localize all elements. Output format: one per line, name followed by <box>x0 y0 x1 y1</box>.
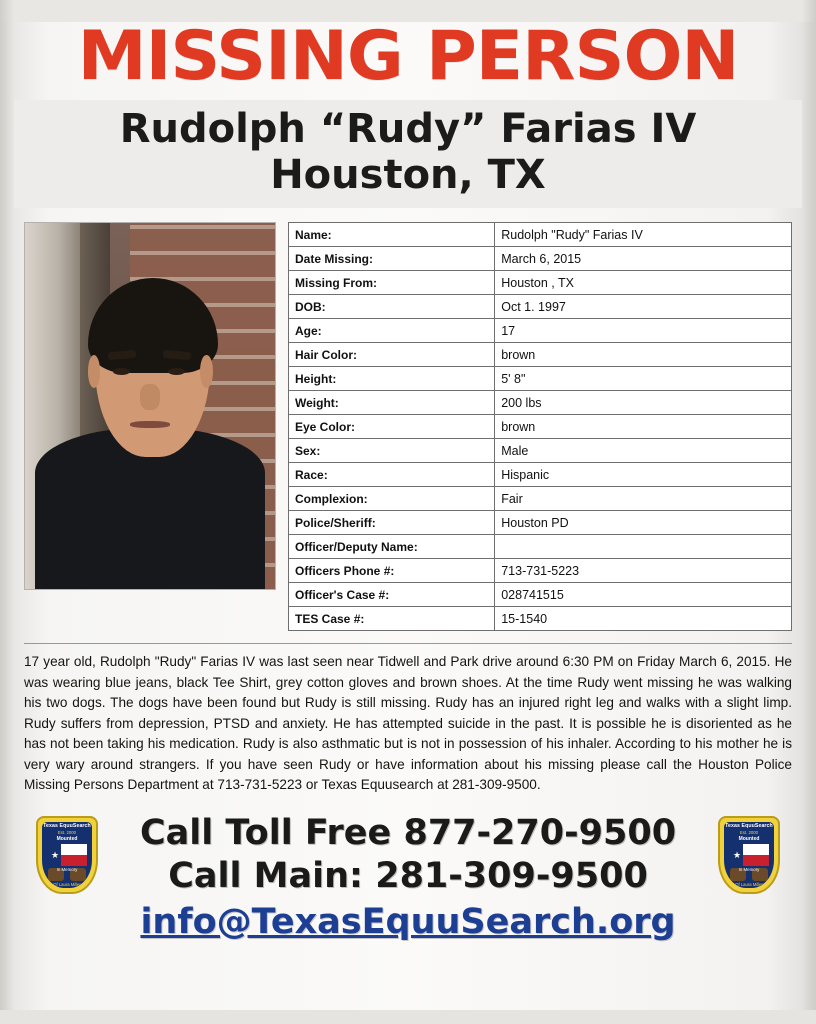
subject-name: Rudolph “Rudy” Farias IV <box>119 106 697 152</box>
detail-value: Hispanic <box>495 463 792 487</box>
photo-container <box>24 222 274 631</box>
detail-value: 028741515 <box>495 583 792 607</box>
logo-org-name: Texas EquuSearch <box>43 822 91 829</box>
photo-ear-right <box>200 355 213 388</box>
detail-value: Oct 1. 1997 <box>495 295 792 319</box>
table-row <box>289 511 792 535</box>
poster-headline: MISSING PERSON <box>77 17 739 96</box>
detail-label: Date Missing: <box>289 247 495 271</box>
table-row <box>289 415 792 439</box>
detail-value: 17 <box>495 319 792 343</box>
photo-eye-left <box>113 368 131 375</box>
details-table-container <box>288 222 792 631</box>
subject-location: Houston, TX <box>270 152 546 198</box>
table-row <box>289 559 792 583</box>
texas-flag-icon <box>729 844 769 866</box>
details-table-body <box>289 223 792 631</box>
contact-email-link[interactable]: info@TexasEquuSearch.org <box>140 901 676 942</box>
detail-value: 5' 8" <box>495 367 792 391</box>
logo-dedication-text: Of Laura Miller <box>53 881 81 887</box>
detail-label: Missing From: <box>289 271 495 295</box>
star-icon: ★ <box>733 849 742 860</box>
table-row <box>289 247 792 271</box>
detail-label: Officers Phone #: <box>289 559 495 583</box>
table-row <box>289 607 792 631</box>
detail-value: Houston , TX <box>495 271 792 295</box>
detail-label: Race: <box>289 463 495 487</box>
detail-value: Fair <box>495 487 792 511</box>
headline-banner <box>14 0 802 94</box>
photo-eye-right <box>168 368 186 375</box>
detail-label: DOB: <box>289 295 495 319</box>
logo-est-text: Est. 2000 <box>57 829 77 835</box>
detail-label: Height: <box>289 367 495 391</box>
detail-label: Sex: <box>289 439 495 463</box>
texas-equusearch-logo-right <box>718 816 780 894</box>
detail-label: Name: <box>289 223 495 247</box>
detail-label: Age: <box>289 319 495 343</box>
shield-icon <box>718 816 780 894</box>
page-bottom-edge <box>0 1010 816 1024</box>
table-row <box>289 271 792 295</box>
contact-footer <box>14 812 802 946</box>
table-row <box>289 319 792 343</box>
toll-free-phone: Call Toll Free 877-270-9500 <box>139 812 677 853</box>
detail-value: Male <box>495 439 792 463</box>
table-row <box>289 463 792 487</box>
photo-and-details <box>14 222 802 631</box>
detail-label: Weight: <box>289 391 495 415</box>
subject-name-block <box>14 100 802 208</box>
table-row <box>289 223 792 247</box>
photo-ear-left <box>88 355 101 388</box>
detail-value <box>495 535 792 559</box>
texas-flag-icon <box>47 844 87 866</box>
star-icon: ★ <box>51 849 60 860</box>
detail-value: March 6, 2015 <box>495 247 792 271</box>
table-row <box>289 295 792 319</box>
detail-label: TES Case #: <box>289 607 495 631</box>
logo-mounted-text: Mounted <box>56 835 78 842</box>
shield-inner <box>724 822 774 888</box>
detail-label: Hair Color: <box>289 343 495 367</box>
page-right-shadow <box>802 0 816 1024</box>
logo-memory-text: In Memory <box>56 866 78 872</box>
page-left-shadow <box>0 0 14 1024</box>
detail-value: 15-1540 <box>495 607 792 631</box>
detail-label: Officer/Deputy Name: <box>289 535 495 559</box>
texas-equusearch-logo-left <box>36 816 98 894</box>
detail-value: 713-731-5223 <box>495 559 792 583</box>
detail-value: Houston PD <box>495 511 792 535</box>
detail-label: Eye Color: <box>289 415 495 439</box>
detail-value: brown <box>495 343 792 367</box>
detail-label: Complexion: <box>289 487 495 511</box>
detail-value: 200 lbs <box>495 391 792 415</box>
table-row <box>289 439 792 463</box>
photo-nose <box>140 384 160 410</box>
detail-value: brown <box>495 415 792 439</box>
flag-blue-field <box>729 844 743 866</box>
detail-value: Rudolph "Rudy" Farias IV <box>495 223 792 247</box>
subject-photo <box>24 222 276 590</box>
flag-blue-field <box>47 844 61 866</box>
shield-icon <box>36 816 98 894</box>
table-row <box>289 343 792 367</box>
detail-label: Officer's Case #: <box>289 583 495 607</box>
logo-memory-text: In Memory <box>738 866 760 872</box>
table-row <box>289 367 792 391</box>
logo-est-text: Est. 2000 <box>739 829 759 835</box>
logo-org-name: Texas EquuSearch <box>725 822 773 829</box>
logo-mounted-text: Mounted <box>738 835 760 842</box>
table-row <box>289 535 792 559</box>
main-phone: Call Main: 281-309-9500 <box>168 855 648 896</box>
case-narrative: 17 year old, Rudolph "Rudy" Farias IV was last seen near Tidwell and Park drive around 6:30 PM on Friday March 6, 2015. He was wearing blue jeans, black Tee Shirt, grey cotton gloves and brown shoes. At the time Rudy went missing he was walking his two dogs. The dogs have been found but Rudy is still missing. Rudy has an injured right leg and walks with a slight limp. Rudy suffers from depression, PTSD and anxiety. He has attempted suicide in the past. It is possible he is disoriented as he has not been taking his medication. Rudy is also asthmatic but is not in possession of his inhaler. According to his mother he is very wary around strangers. If you have seen Rudy or have information about his missing please call the Houston Police Missing Persons Department at 713-731-5223 or Texas Equusearch at 281-309-9500. <box>24 643 792 796</box>
table-row <box>289 487 792 511</box>
photo-mouth <box>130 421 170 428</box>
table-row <box>289 391 792 415</box>
logo-dedication-text: Of Laura Miller <box>735 881 763 887</box>
table-row <box>289 583 792 607</box>
detail-label: Police/Sheriff: <box>289 511 495 535</box>
shield-inner <box>42 822 92 888</box>
details-table <box>288 222 792 631</box>
